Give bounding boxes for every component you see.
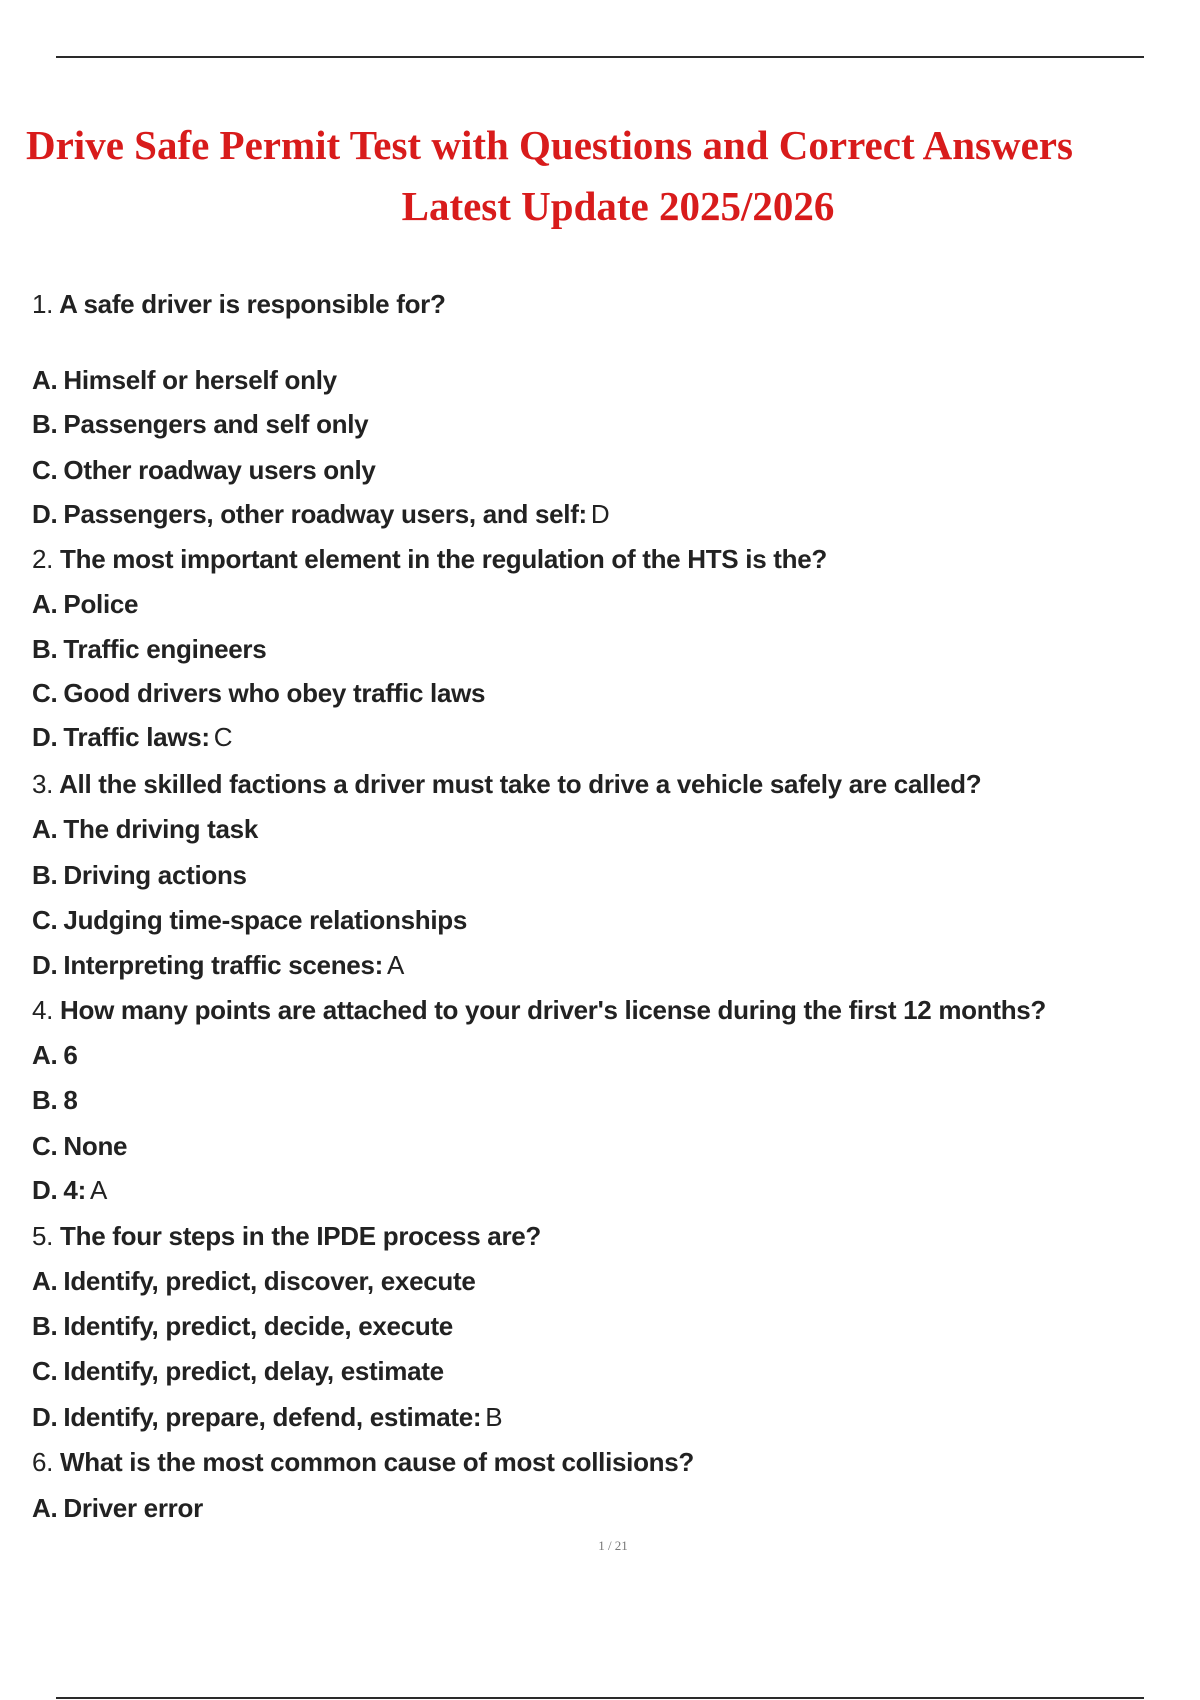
question-number: 2.: [32, 544, 54, 574]
option-text: The driving task: [63, 814, 258, 844]
document-title: Drive Safe Permit Test with Questions and Correct Answers: [26, 122, 1073, 168]
answer-option: [32, 1174, 107, 1206]
option-letter: C.: [32, 455, 58, 485]
option-text: Driver error: [63, 1493, 203, 1523]
answer-option: [32, 677, 485, 709]
header-rule: [56, 56, 1144, 58]
question-text: [32, 1446, 694, 1478]
option-letter: A.: [32, 589, 58, 619]
option-letter: D.: [32, 722, 58, 752]
option-letter: C.: [32, 905, 58, 935]
page-number: 1 / 21: [598, 1538, 628, 1553]
answer-option: [32, 904, 467, 936]
option-text: Other roadway users only: [63, 455, 376, 485]
question-label: The four steps in the IPDE process are?: [60, 1221, 542, 1251]
option-letter: B.: [32, 860, 58, 890]
option-text: Police: [63, 589, 139, 619]
option-text: Passengers and self only: [63, 409, 369, 439]
option-text: Himself or herself only: [63, 365, 337, 395]
question-number: 4.: [32, 995, 54, 1025]
correct-answer: B: [485, 1402, 503, 1432]
option-letter: B.: [32, 1085, 58, 1115]
footer-rule: [56, 1697, 1144, 1699]
answer-option: [32, 1401, 502, 1433]
question-label: All the skilled factions a driver must take to drive a vehicle safely are called?: [59, 769, 982, 799]
question-text: [32, 1220, 541, 1252]
option-text: Identify, prepare, defend, estimate:: [63, 1402, 482, 1432]
question-text: [32, 994, 1046, 1026]
option-text: Identify, predict, decide, execute: [63, 1311, 453, 1341]
question-number: 6.: [32, 1447, 54, 1477]
option-letter: A.: [32, 1493, 58, 1523]
option-text: Good drivers who obey traffic laws: [63, 678, 486, 708]
correct-answer: C: [213, 722, 233, 752]
option-letter: C.: [32, 1131, 58, 1161]
question-label: A safe driver is responsible for?: [59, 289, 446, 319]
option-letter: D.: [32, 1175, 58, 1205]
question-text: [32, 768, 981, 800]
correct-answer: A: [89, 1175, 107, 1205]
option-text: Traffic laws:: [63, 722, 210, 752]
answer-option: [32, 1355, 444, 1387]
answer-option: [32, 408, 368, 440]
question-text: [32, 543, 827, 575]
answer-option: [32, 949, 404, 981]
question-number: 5.: [32, 1221, 54, 1251]
option-letter: B.: [32, 634, 58, 664]
option-text: 4:: [63, 1175, 86, 1205]
answer-option: [32, 1265, 476, 1297]
option-letter: C.: [32, 678, 58, 708]
answer-option: [32, 1310, 453, 1342]
answer-option: [32, 454, 376, 486]
question-text: [32, 288, 446, 320]
option-letter: B.: [32, 1311, 58, 1341]
answer-option: [32, 721, 232, 753]
option-letter: A.: [32, 365, 58, 395]
option-letter: A.: [32, 814, 58, 844]
answer-option: [32, 1039, 78, 1071]
answer-option: [32, 498, 609, 530]
option-letter: D.: [32, 499, 58, 529]
option-letter: D.: [32, 950, 58, 980]
option-letter: C.: [32, 1356, 58, 1386]
option-text: None: [63, 1131, 128, 1161]
question-number: 3.: [32, 769, 54, 799]
option-text: 8: [63, 1085, 78, 1115]
option-text: Traffic engineers: [63, 634, 267, 664]
answer-option: [32, 588, 138, 620]
question-label: What is the most common cause of most collisions?: [60, 1447, 694, 1477]
option-letter: B.: [32, 409, 58, 439]
document-subtitle: Latest Update 2025/2026: [401, 183, 835, 229]
correct-answer: A: [386, 950, 405, 980]
answer-option: [32, 813, 258, 845]
question-label: The most important element in the regulation of the HTS is the?: [60, 544, 827, 574]
answer-option: [32, 1492, 203, 1524]
answer-option: [32, 1084, 78, 1116]
answer-option: [32, 633, 266, 665]
answer-option: [32, 859, 247, 891]
option-text: Driving actions: [63, 860, 247, 890]
option-text: Identify, predict, delay, estimate: [63, 1356, 444, 1386]
question-label: How many points are attached to your driver's license during the first 12 months?: [60, 995, 1047, 1025]
question-number: 1.: [32, 289, 54, 319]
option-text: Identify, predict, discover, execute: [63, 1266, 476, 1296]
option-text: 6: [63, 1040, 78, 1070]
answer-option: [32, 364, 337, 396]
correct-answer: D: [590, 499, 610, 529]
option-text: Passengers, other roadway users, and self:: [63, 499, 587, 529]
answer-option: [32, 1130, 127, 1162]
option-letter: A.: [32, 1266, 58, 1296]
option-text: Judging time-space relationships: [63, 905, 468, 935]
option-letter: A.: [32, 1040, 58, 1070]
option-letter: D.: [32, 1402, 58, 1432]
option-text: Interpreting traffic scenes:: [63, 950, 383, 980]
